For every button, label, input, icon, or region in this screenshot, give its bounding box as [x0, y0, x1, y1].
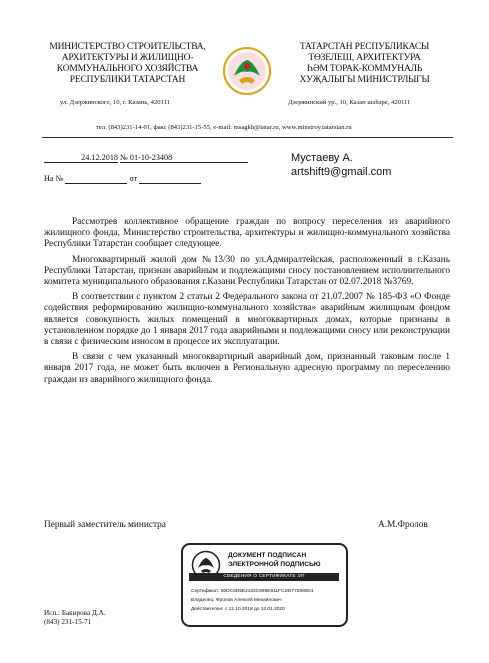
- stamp-row-value: Фролов Алексей Михайлович: [215, 598, 282, 603]
- addressee: [291, 151, 391, 179]
- executor-name: Исп.: Бакирова Д.А.: [44, 609, 106, 617]
- addressee-email: artshift9@gmail.com: [291, 166, 392, 178]
- reply-reference: [44, 174, 201, 184]
- ministry-line: КОММУНАЛЬНОГО ХОЗЯЙСТВА: [56, 64, 199, 74]
- stamp-row-label: Сертификат:: [191, 589, 220, 594]
- body-paragraph: Рассмотрев коллективное обращение граждан по вопросу переселения из аварийного жилищного фонда, Министерство строительства, архитектуры и жилищно-коммунального хозяйства Республики Татарстан сообщает следующее.: [44, 217, 450, 250]
- stamp-row-owner: [191, 598, 282, 603]
- ministry-line: МИНИСТЕРСТВО СТРОИТЕЛЬСТВА,: [49, 42, 206, 52]
- outgoing-number-wrap: [120, 153, 248, 163]
- number-prefix: №: [120, 153, 128, 162]
- letter-body: [44, 217, 450, 390]
- addressee-name: Мустаеву А.: [291, 152, 353, 164]
- reply-from-label: от: [129, 174, 138, 183]
- ministry-line: ТАТАРСТАН РЕСПУБЛИКАСЫ: [299, 42, 430, 52]
- reply-number-blank: [65, 174, 127, 184]
- stamp-row-label: Действителен:: [191, 607, 224, 612]
- stamp-subtitle: ЭЛЕКТРОННОЙ ПОДПИСЬЮ: [228, 561, 321, 568]
- address-russian: ул. Дзержинского, 10, г. Казань, 420111: [60, 99, 170, 106]
- electronic-signature-stamp: [181, 543, 348, 627]
- stamp-title: ДОКУМЕНТ ПОДПИСАН: [228, 552, 307, 559]
- outgoing-number: 01-10-23408: [129, 153, 173, 162]
- outgoing-registration: [44, 153, 248, 163]
- header-divider: [42, 137, 453, 138]
- reply-date-blank: [139, 174, 201, 184]
- stamp-row-certificate: [191, 589, 314, 594]
- ministry-line: ТӨЗЕЛЕШ, АРХИТЕКТУРА: [308, 53, 421, 63]
- body-paragraph: В связи с чем указанный многоквартирный аварийный дом, признанный таковым после 1 января 2017 года, не может быть включен в Региональную адресную программу по переселению граждан из аварийного жилищного фонда.: [44, 352, 450, 385]
- ministry-line: РЕСПУБЛИКИ ТАТАРСТАН: [69, 75, 186, 85]
- stamp-row-validity: [191, 607, 285, 612]
- outgoing-date: 24.12.2018: [44, 153, 118, 163]
- ministry-line: ХУҖАЛЫГЫ МИНИСТРЛЫГЫ: [299, 75, 430, 85]
- body-paragraph: Многоквартирный жилой дом №13/30 по ул.Адмиралтейская, расположенный в г.Казань Республики Татарстан, признан аварийным и подлежащими сносу постановлением исполнительного комитета муниципального образования г.Казани Республики Татарстан от 02.07.2018 №3769.: [44, 254, 450, 288]
- reply-label: На №: [44, 174, 64, 183]
- tatarstan-emblem-icon: [222, 46, 272, 96]
- address-tatar: Дзержинский ур., 10, Казан шәһәре, 420111: [288, 99, 411, 106]
- stamp-row-label: Владелец:: [191, 598, 215, 603]
- ministry-line: АРХИТЕКТУРЫ И ЖИЛИЩНО-: [61, 53, 194, 63]
- stamp-row-value: 50DC6D5E2102C898E811FCDD772880D1: [220, 589, 314, 594]
- executor-info: [44, 609, 106, 626]
- executor-phone: (843) 231-15-71: [44, 617, 92, 626]
- stamp-row-value: с 12.10.2018 до 12.01.2020: [224, 607, 285, 612]
- ministry-line: ҺӘМ ТОРАК-КОММУНАЛЬ: [306, 64, 423, 74]
- signatory-role: Первый заместитель министра: [44, 520, 166, 530]
- ministry-name-tatar: [282, 42, 447, 86]
- ministry-name-russian: [40, 42, 215, 86]
- contact-line: тел. (843)231-14-01, факс (843)231-15-55, e-mail: msagkh@tatar.ru, www.minstroy.tatarstan.ru: [96, 124, 352, 131]
- body-paragraph: В соответствии с пунктом 2 статьи 2 Федерального закона от 21.07.2007 № 185-ФЗ «О Фонде содействия реформированию жилищно-коммунального хозяйства» аварийным жилищным фондом является совокупность жилых помещений в многоквартирных домах, которые признаны в установленном порядке до 1 января 2017 года аварийными и подлежащими сносу или реконструкции в связи с физическим износом в процессе их эксплуатации.: [44, 292, 450, 348]
- signatory-name: А.М.Фролов: [378, 520, 428, 530]
- stamp-certificate-bar: СВЕДЕНИЯ О СЕРТИФИКАТЕ ЭП: [189, 573, 339, 581]
